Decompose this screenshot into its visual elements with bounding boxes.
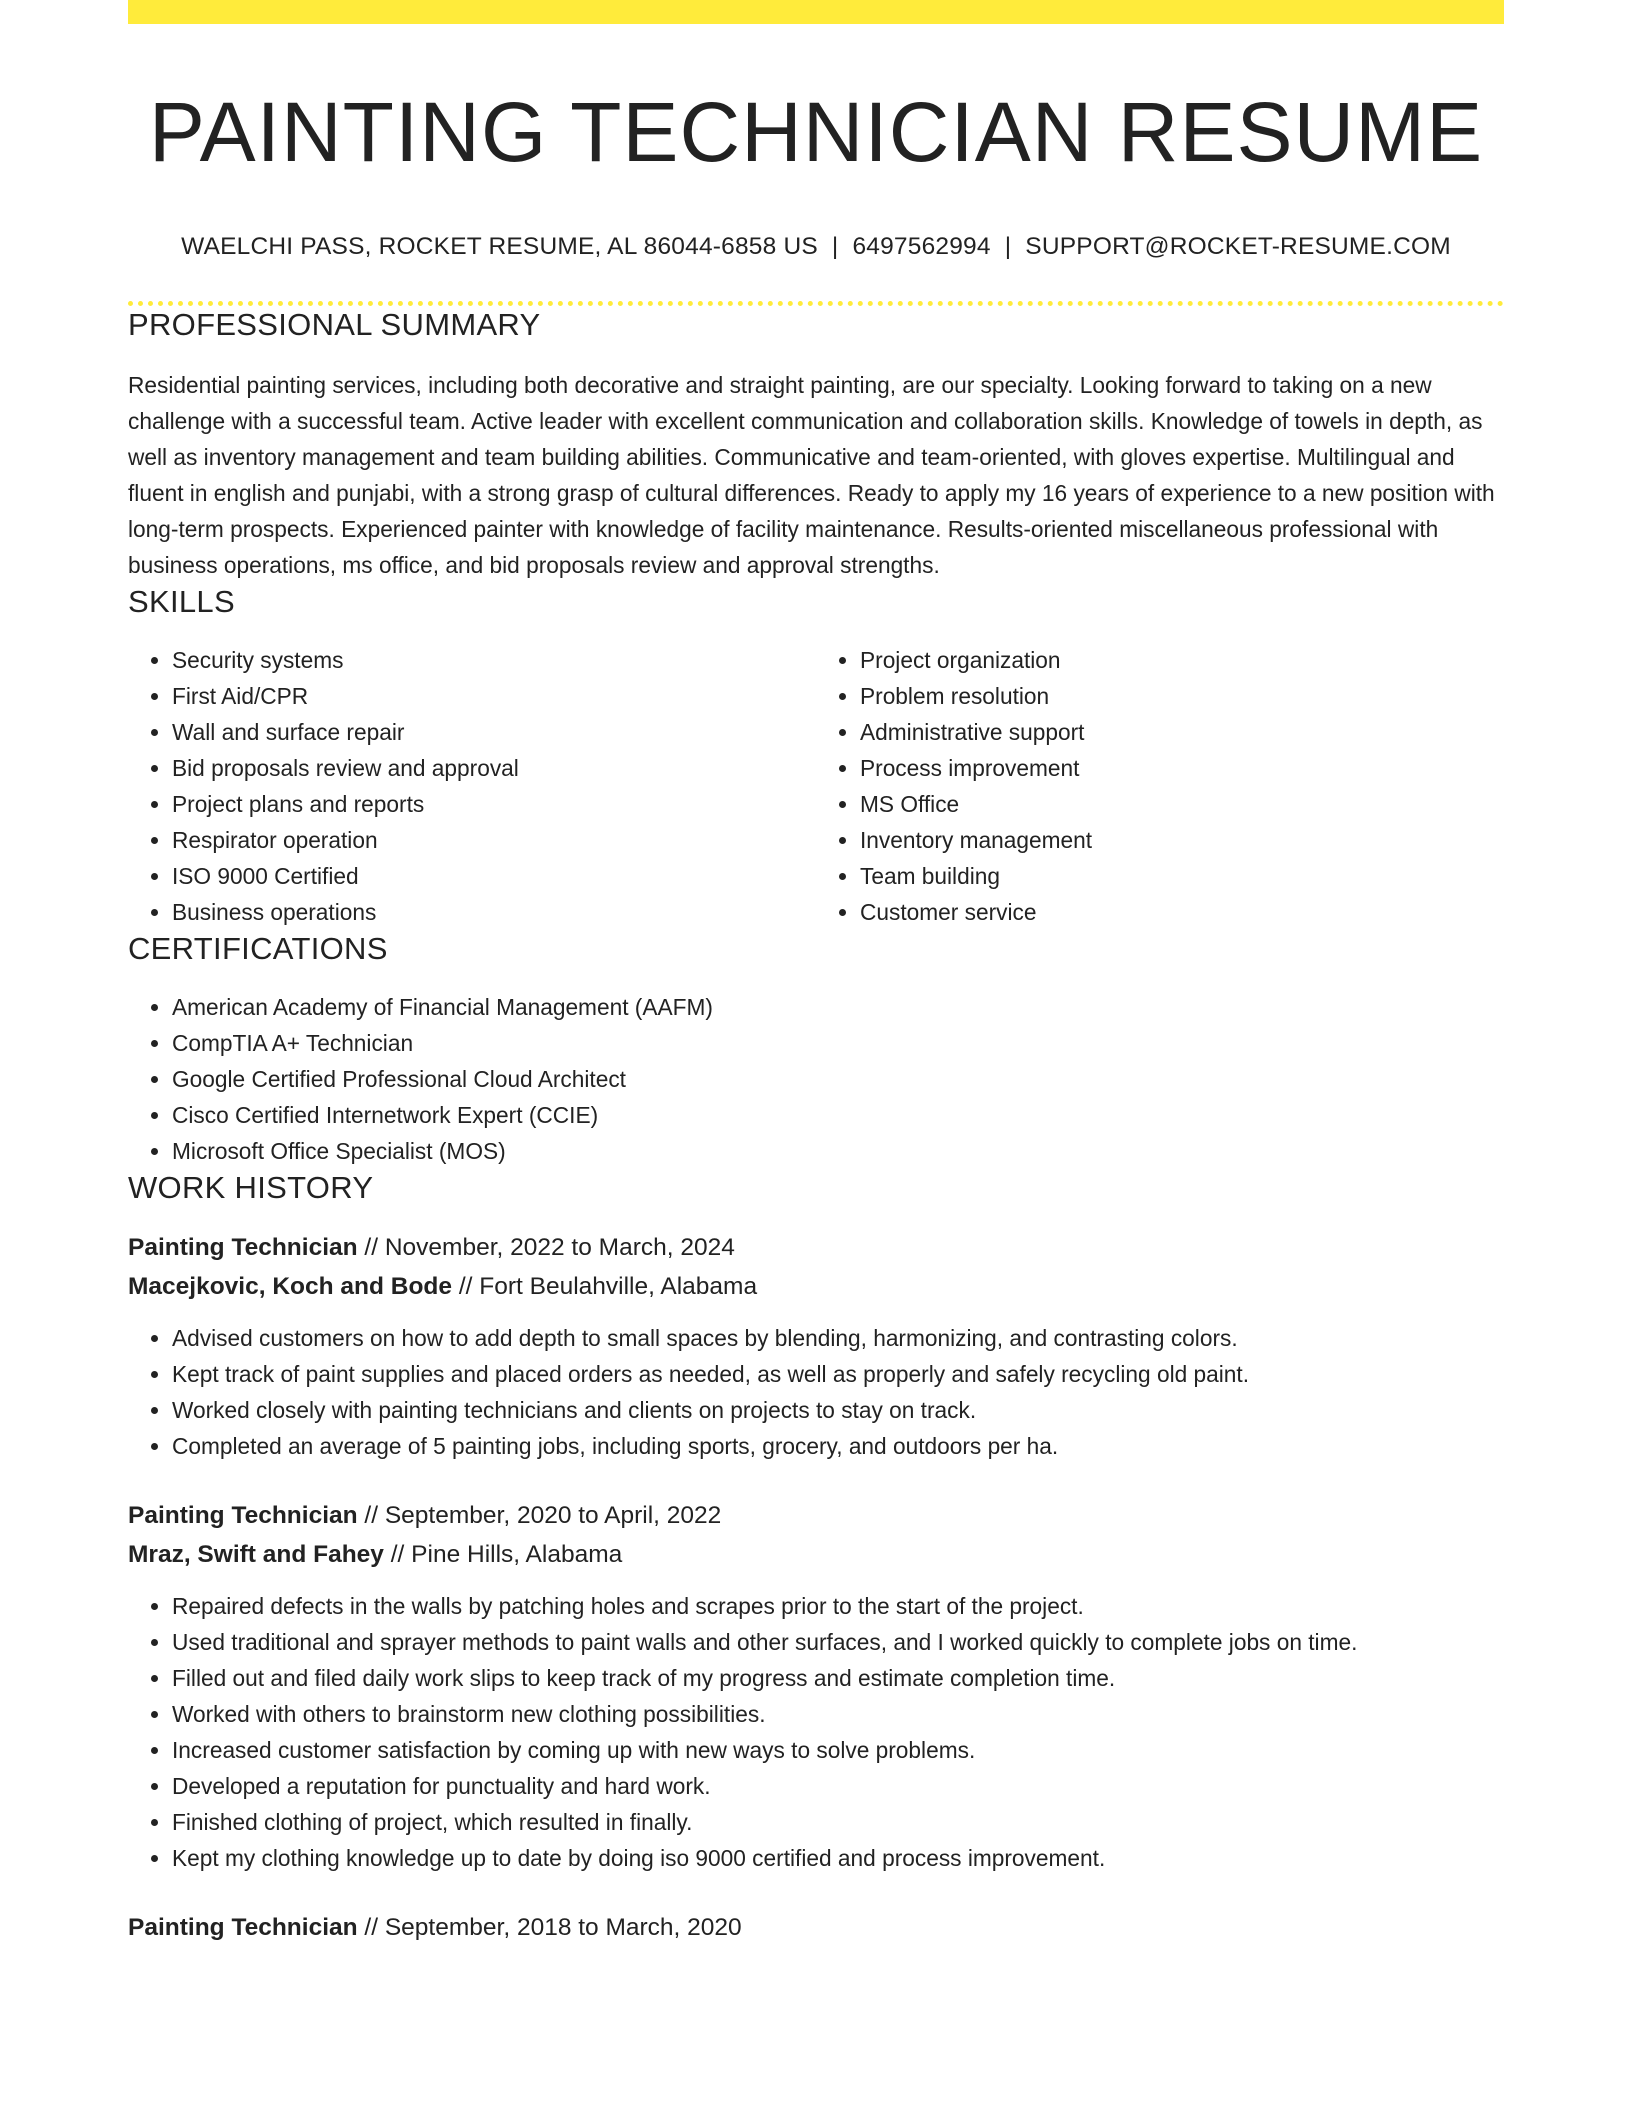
skills-columns (128, 642, 1504, 930)
work-history-heading: WORK HISTORY (128, 1170, 374, 1206)
job-bullet: • Used traditional and sprayer methods to paint walls and other surfaces, and I worked quickly to complete jobs on time. (172, 1624, 1504, 1660)
job-dates: // September, 2018 to March, 2020 (357, 1914, 742, 1942)
job-title: Painting Technician (128, 1914, 358, 1942)
contact-line (128, 231, 1504, 263)
skill-item: • Bid proposals review and approval (172, 750, 816, 786)
skills-list-left (128, 642, 816, 930)
contact-separator: | (1004, 232, 1012, 260)
job-bullet: • Increased customer satisfaction by coming up with new ways to solve problems. (172, 1732, 1504, 1768)
job-bullet: • Kept track of paint supplies and placed orders as needed, as well as properly and safely recycling old paint. (172, 1356, 1504, 1392)
job-title: Painting Technician (128, 1234, 358, 1262)
certifications-list (128, 989, 1504, 1169)
certification-item: • Google Certified Professional Cloud Architect (172, 1061, 1504, 1097)
top-accent-bar (128, 0, 1504, 24)
skill-item: • MS Office (860, 786, 1504, 822)
skill-item: • Problem resolution (860, 678, 1504, 714)
certification-item: • American Academy of Financial Management (AAFM) (172, 989, 1504, 1025)
skill-item: • Process improvement (860, 750, 1504, 786)
skill-item: • Respirator operation (172, 822, 816, 858)
job-bullet: • Worked closely with painting technicians and clients on projects to stay on track. (172, 1392, 1504, 1428)
skill-item: • Business operations (172, 894, 816, 930)
job-bullet: • Filled out and filed daily work slips to keep track of my progress and estimate completion time. (172, 1660, 1504, 1696)
skill-item: • Project plans and reports (172, 786, 816, 822)
job-entry (128, 1228, 1504, 1464)
skills-heading: SKILLS (128, 583, 235, 619)
resume-page (128, 0, 1504, 1947)
skill-item: • Inventory management (860, 822, 1504, 858)
job-bullet: • Advised customers on how to add depth to small spaces by blending, harmonizing, and contrasting colors. (172, 1320, 1504, 1356)
job-dates: // November, 2022 to March, 2024 (357, 1234, 735, 1262)
skill-item: • Team building (860, 858, 1504, 894)
phone: 6497562994 (852, 232, 991, 260)
job-company-line (128, 1535, 1504, 1574)
skill-item: • Customer service (860, 894, 1504, 930)
job-entry (128, 1496, 1504, 1876)
address: WAELCHI PASS, ROCKET RESUME, AL 86044-6858 US (181, 232, 818, 260)
skill-item: • Wall and surface repair (172, 714, 816, 750)
email-link[interactable]: SUPPORT@ROCKET-RESUME.COM (1025, 232, 1451, 260)
certification-item: • Cisco Certified Internetwork Expert (CCIE) (172, 1097, 1504, 1133)
skill-item: • ISO 9000 Certified (172, 858, 816, 894)
job-company: Macejkovic, Koch and Bode (128, 1273, 453, 1301)
job-company-line (128, 1267, 1504, 1306)
skill-item: • Project organization (860, 642, 1504, 678)
job-bullet: • Kept my clothing knowledge up to date by doing iso 9000 certified and process improvement. (172, 1840, 1504, 1876)
job-bullets (128, 1588, 1504, 1876)
certifications-heading: CERTIFICATIONS (128, 931, 388, 967)
certification-item: • Microsoft Office Specialist (MOS) (172, 1133, 1504, 1169)
skill-item: • Administrative support (860, 714, 1504, 750)
job-bullet: • Finished clothing of project, which resulted in finally. (172, 1804, 1504, 1840)
job-bullet: • Repaired defects in the walls by patching holes and scrapes prior to the start of the project. (172, 1588, 1504, 1624)
job-title-line (128, 1228, 1504, 1267)
skills-list-right (816, 642, 1504, 930)
job-company: Mraz, Swift and Fahey (128, 1541, 384, 1569)
summary-text: Residential painting services, including both decorative and straight painting, are our specialty. Looking forward to taking on a new challenge with a successful team. Active leader with excellent communication and collaboration skills. Knowledge of towels in depth, as well as inventory management and team building abilities. Communicative and team-oriented, with gloves expertise. Multilingual and fluent in english and punjabi, with a strong grasp of cultural differences. Ready to apply my 16 years of experience to a new position with long-term prospects. Experienced painter with knowledge of facility maintenance. Results-oriented miscellaneous professional with business operations, ms office, and bid proposals review and approval strengths. (128, 371, 1495, 578)
job-title-line (128, 1496, 1504, 1535)
contact-separator: | (831, 232, 839, 260)
resume-title: PAINTING TECHNICIAN RESUME (148, 85, 1484, 179)
job-title-line (128, 1908, 1504, 1947)
summary-heading: PROFESSIONAL SUMMARY (128, 306, 541, 342)
job-dates: // September, 2020 to April, 2022 (357, 1502, 722, 1530)
job-title: Painting Technician (128, 1502, 358, 1530)
job-bullets (128, 1320, 1504, 1464)
skill-item: • First Aid/CPR (172, 678, 816, 714)
certification-item: • CompTIA A+ Technician (172, 1025, 1504, 1061)
job-location: // Fort Beulahville, Alabama (452, 1273, 758, 1301)
job-bullet: • Completed an average of 5 painting jobs, including sports, grocery, and outdoors per ha. (172, 1428, 1504, 1464)
job-entry (128, 1908, 1504, 1947)
job-location: // Pine Hills, Alabama (383, 1541, 623, 1569)
job-bullet: • Worked with others to brainstorm new clothing possibilities. (172, 1696, 1504, 1732)
skill-item: • Security systems (172, 642, 816, 678)
job-bullet: • Developed a reputation for punctuality and hard work. (172, 1768, 1504, 1804)
